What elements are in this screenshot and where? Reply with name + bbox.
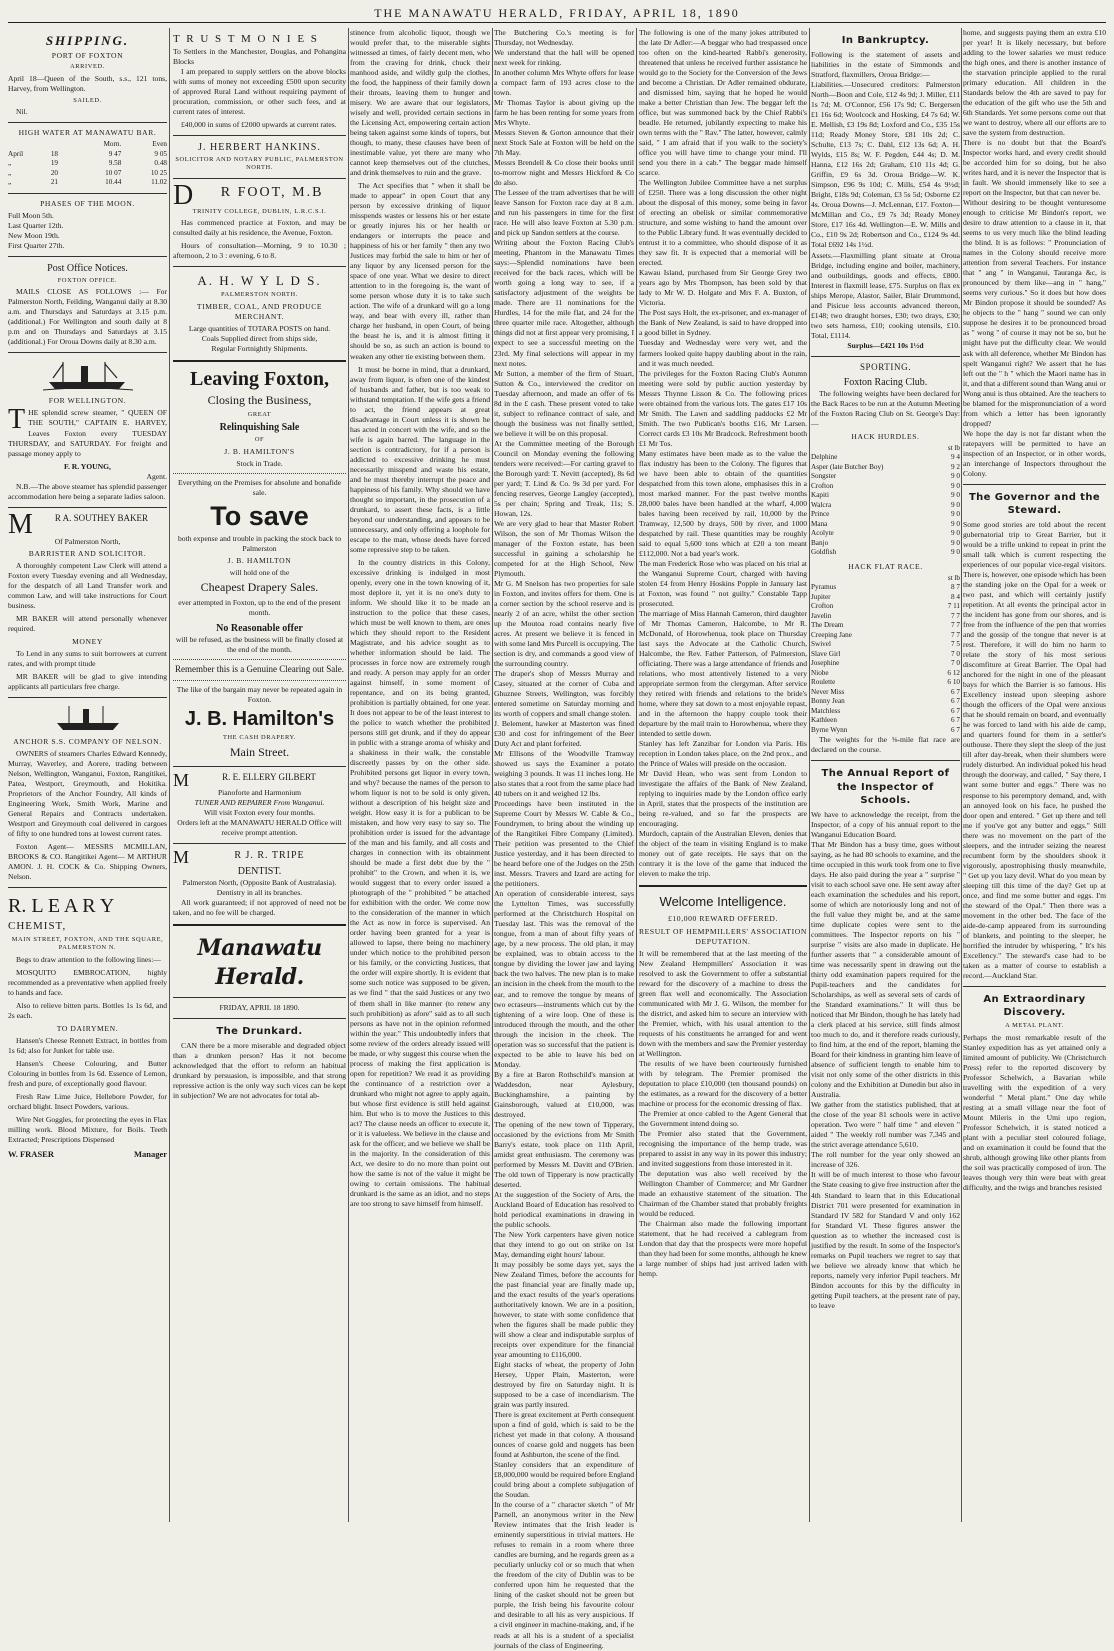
table-row: Roulette 6 10 [811,678,960,687]
table-row: Bonny Jean 6 7 [811,697,960,706]
paper-nameplate: Manawatu Herald. [197,934,322,990]
chemist-heading: R. L E A R Y [8,895,115,918]
moon-line: Full Moon 5th. [8,210,54,220]
flat-race-heading: HACK FLAT RACE. [848,561,923,571]
closing-business: Closing the Business, [207,392,312,407]
shipping-heading: SHIPPING. [45,33,130,48]
bankruptcy-heading: In Bankruptcy. [841,35,930,46]
column-divider [492,28,493,1522]
baker-sub: Of Palmerston North, [54,536,121,546]
wylds-heading: A. H. W Y L D S. [197,273,322,289]
wylds-role: TIMBER, COAL, AND PRODUCE MERCHANT. [196,301,323,321]
wylds-text: Large quantities of TOTARA POSTS on hand. [188,323,331,333]
like-bargain: The like of the bargain may never be repeated again in Foxton. [176,685,343,705]
column-7 [963,28,1106,1524]
hamilton-stock-name: J. B. HAMILTON'S [224,446,295,456]
money-text: To Lend in any sums to suit borrowers at current rates, and with prompt titude [8,648,167,668]
table-row: Mana 9 0 [811,519,960,528]
main-street: Main Street. [229,744,290,759]
arrived-label: ARRIVED. [70,63,105,71]
stock-in-trade: Stock in Trade. [236,458,283,468]
gilbert-sub: Pianoforte and Harmonium [217,787,302,797]
post-office-sub: FOXTON OFFICE. [57,276,118,284]
column-divider [348,28,349,1522]
moon-line: Last Quarter 12th. [8,220,64,230]
wylds-text-3: Regular Fortnightly Shipments. [211,343,308,353]
hurdles-table: st lb Delphine 9 4 Asper (late Butcher Boy) 9 2 Songster 9 0 Crofton 9 0 Kapiti 9 0 Walcra 9 0 Prince 9 0 Mana 9 0 Acolyte 9 0 Banjo 9 0 Goldfish 9 0 [811,443,960,557]
gilbert-heading: M R. E. ELLERY GILBERT [173,769,316,790]
deputation-heading: RESULT OF HEMPMILLERS' ASSOCIATION DEPUTATION. [639,926,807,946]
table-row: „ 21 10.44 11.02 [8,178,167,187]
top-rule [8,22,1106,23]
annual-report-heading: The Annual Report of the Inspector of Schools. [821,768,950,806]
table-row: Banjo 9 0 [811,538,960,547]
money-heading: MONEY [72,636,103,646]
gilbert-text: Will visit Foxton every four months. [203,807,316,817]
baker-heading: M R A. SOUTHEY BAKER [8,508,149,540]
governor-text: Some good stories are told about the recent gubernatorial trip to Great Barrier, but it would be a trifle unkind to repeat in print the small talk which is current respecting the experiences of our popular vice-regal visitors. There is, however, one episode which has been the standing joke on the Opal for a week or two past, and which will certainly justify repetition. At all events the principal actor in the incident has gone from our shores, and is free from the influence of the pen that worries and the gossip of the tongue that never is at rest. Therefore, it will do him no harm to relate the story of his most serious discomfiture at Great Barrier. The Opal had anchored for the night in one of the pleasant bays for which the Barrier is so famous. His Excellency instead upon sleeping ashore though the officers of the Opal were anxious that he should remain on board, and eventually he was forced to land with his aide de camp, and quarters found for them in a settler's outhouse. There they slept the sleep of the just till after day-break, when their slumbers were rudely disturbed. An individual poked his head through the doorway, and called, " Say there, I want some butter and eggs." There was no response to his peremptory demand, and, with an annoyed look on his face, he pushed the door open and entered. " Get up there and tell me if you've got any butter and eggs." Still there was no movement on the part of the sleepers, and the intruder seizing the nearest recumbent form by the shoulders shook it vigorously, apostrophising thusly meanwhile, " Get up you lazy devil. What do you mean by sleeping till this time of the day? Get up at once, and find me some butter and eggs. I'm the steward of the Opal." Then there was a movement in the other bed. The face of the aide-de-camp appeared from its surrounding of blankets, and pointing to the sleeper, he horrified the intruder by whispering, " It's his Excellency." The steward's case had to be taken as a matter of course to establish a record.—Auckland Star. [963,520,1106,980]
chemist-text: Also to relieve bitten parts. Bottles 1s 1s 6d, and 2s each. [8,1000,167,1020]
deputation-text: It will be remembered that at the last meeting of the New Zealand Hempmillers' Association it was resolved to ask the Government to offer a substantial reward for the discovery of a machine to dress the green flax well and economically. The Association communicated with Mr J. G. Wilson, the member for the district, and asked him to secure an interview with the Premier, which, with his usual attention to the requests of his constituents he arranged for and went down with the members and saw the Premier yesterday at Wellington. The results of we have been courteously furnished with by telegram. The Premier promised the deputation to place £10,000 (ten thousand pounds) on the estimates, as a reward for the discovery of a better machine or process for the economic dressing of flax. The Premier at once cabled to the Agent General that the Government intend doing so. The Premier also stated that the Government, recognising the importance of the hemp trade, was prepared to assist in any way in its power this industry; and invited suggestions from those interested in it. The deputation was also well received by the Wellington Chamber of Commerce; and Mr Gardner made an exhaustive statement of the situation. The Chairman of the Chamber stated that probably freights would be reduced. The Chairman also made the following important statement, that he had received a cablegram from London that day that the prospects were more hopeful than they had been for some months, although he knew a large number of ships had just arrived laden with hemp. [639,948,807,1279]
port-heading: PORT OF FOXTON [51,51,124,61]
sporting-heading: SPORTING. [859,361,912,372]
queen-text: THE splendid screw steamer, " QUEEN OF THE SOUTH," CAPTAIN E. HARVEY, Leaves Foxton every TUESDAY THURSDAY, and SATURDAY. For freight and passage money apply to [8,404,167,458]
moon-line: New Moon 19th. [8,230,60,240]
wylds-sub: PALMERSTON NORTH. [221,291,298,299]
table-row: Kathleen 6 7 [811,716,960,725]
hurdles-heading: HACK HURDLES. [851,431,920,441]
great-label: GREAT [247,410,272,418]
trust-monies-heading: T R U S T M O N I E S [173,33,319,45]
tripe-role: DENTIST. [237,865,282,877]
table-row: Creeping Jane 7 7 [811,630,960,639]
queen-agent-role: Agent. [146,471,167,481]
table-row: Goldfish 9 0 [811,548,960,557]
anchor-ship-icon [53,703,123,733]
extraordinary-heading: An Extraordinary Discovery. [983,993,1086,1018]
racing-club-heading: Foxton Racing Club. [843,376,928,388]
hankins-heading: J. HERBERT HANKINS. [198,141,321,153]
paper-date: FRIDAY, APRIL 18 1890. [219,1002,300,1012]
reward-heading: £10,000 REWARD OFFERED. [668,914,778,924]
chemist-text: MOSQUITO EMBROCATION, highly recommended as a preventative when applied freely to hands and face. [8,967,167,997]
queen-agent: F. R. YOUNG, [64,461,111,471]
chemist-text: Hansen's Cheese Rennett Extract, in bottles from 1s 6d; also for Junket for table use. [8,1035,167,1055]
drunkard-heading: The Drunkard. [216,1026,303,1037]
table-row: Slave Girl 7 0 [811,649,960,658]
remember-text: Remember this is a Genuine Clearing out Sale. [175,664,344,675]
table-row: Swivel 7 5 [811,640,960,649]
tripe-sub: Palmerston North, (Opposite Bank of Australasia). [182,877,337,887]
baker-text: A thoroughly competent Law Clerk will attend a Foxton every Tuesday evening and all Wednesday, for the despatch of all Land Transfer work and common Law, and will take instructions for Court business. [8,560,167,610]
steamer-illustration-icon [43,358,133,392]
chemist-dairymen: TO DAIRYMEN. [56,1023,119,1033]
column-3 [350,28,490,1524]
table-row: Pyramus 8 7 [811,583,960,592]
wylds-text-2: Coals Supplied direct from ships side, [201,333,318,343]
table-row: Byrne Wynn 6 7 [811,725,960,734]
column-divider [961,28,962,1522]
column-divider [169,28,170,1522]
foot-sub: TRINITY COLLEGE, DUBLIN, L.R.C.S.I. [192,207,327,215]
table-row: Walcra 9 0 [811,500,960,509]
chemist-text: Hansen's Cheese Colouring, and Butter Colouring in bottles from 1s 6d. Essence of Lemon, fresh and pure, of exceptionally good flavour. [8,1059,167,1089]
table-row: Crofton 7 11 [811,602,960,611]
jb-hamilton: J. B. HAMILTON [227,556,292,566]
table-row: Delphine 9 4 [811,453,960,462]
leaving-foxton-heading: Leaving Foxton, [190,367,329,390]
high-water-heading: HIGH WATER AT MANAWATU BAR. [18,128,157,138]
chemist-text: Fresh Raw Lime Juice, Hellebore Powder, for orchard blight. Insect Powders, various. [8,1092,167,1112]
queen-note: N.B.—The above steamer has splendid passenger accommodation here being a separate ladies saloon. [8,481,167,501]
hamiltons-big: J. B. Hamilton's [184,708,335,731]
anchor-text: OWNERS of steamers Charles Edward Kennedy, Murray, Waverley, and Aorere, trading between Nelson, Wellington, Wanganui, Foxton, Rangitikei, Patea, Westport, Greymouth, and Hokitika. Proprietors of the Anchor Foundry, All kinds of Engineering Work, Smith Work, Marine and General Repairs and Contracts undertaken. Westport and Greymouth coal delivered in cargoes of fifty to one hundred tons at lowest current rates. [8,748,167,838]
column-2 [173,28,346,1524]
table-row: Matchless 6 7 [811,706,960,715]
moon-heading: PHASES OF THE MOON. [40,198,135,208]
tripe-text-2: All work guaranteed; if not approved of need not be taken, and no fee will be charged. [173,897,346,917]
hankins-sub: SOLICITOR AND NOTARY PUBLIC, PALMERSTON NORTH. [175,155,344,172]
bankruptcy-text: Following is the statement of assets and liabilities in the estate of Simmonds and Stratford, flaxmillers, Oroua Bridge:— Liabilities.—Unsecured creditors: Palmerston North—Boon and Cole, £12 4s 9d; J. Miller, £11 1s 7d; M. O'Connor, £56 17s 9d; C. Bergersen £1 16s 6d; Woolcock and Hosking, £4 7s 6d; W. E. Mellish, £3 19s 8d; Loxford and Co., £35 15s 11d; Ready Money Store, £81 10s 2d; C. Schulte, £13 7s; C. Dahl, £12 13s 6d; A. H. Wylds, £15 8s; W. F. Pegden, £44 4s; D. M. Hanna, £12 16s 2d; Graham, £10 11s 4d; G. Griffin, £9 6s 3d. Oroua Bridge—W. K. Simpson, £96 9s 10d; C. Mills, £54 4s 9½d; Bright, £18s 9d; Coleman, £3 5s 5d; Osborne £2 4s. Oroua Downs—J. McLennan, £17. Foxton—McMillan and Co., £9 7s 3d; Ready Money Store, £17 16s 4d. Wellington—E. W. Mills and Co., £10 9s 2d; Robertson and Co., £124 9s 4d. Total £692 14s 1½d. Assets.—Flaxmilling plant situate at Oroua Bridge, including engine and boiler, machinery, and outbuildings, goods and effects, £800. Interest in flaxmill lease, £75. Surplus on flax ex ships Merope, Alastor, Sailer, Blair Drummond, and Pisicue less accounts advanced thereon, £148; two draught horses, £30; two drays, £30; two sets harness, £10; cooking utensils, £10. Total, £1114. [811,50,960,340]
column-4 [494,28,634,1650]
table-row: Josephine 7 0 [811,659,960,668]
cheapest-text: ever attempted in Foxton, up to the end of the present month. [178,598,341,618]
local-news-text: The Butchering Co.'s meeting is for Thursday, not Wednesday. We understand that the hall will be opened next week for rinking. In another column Mrs Whyte offers for lease a compact farm of 193 acres close to the town. Mr Thomas Taylor is about giving up the farm he has been renting for some years from Mrs Whyte. Messrs Steven & Gorton announce that their next Stock Sale at Foxton will be held on the 7th May. Messrs Brendell & Co close their books until to-morrow night and Messrs Hickford & Co do also. The Lessee of the tram advertises that he will leave Sanson for Foxton race day at 8 a.m. and run his passengers in time for the first race. He will also leave Foxton at 5.30 p.m. and pick up Sandon settlers at the course. Writing about the Foxton Racing Club's meeting, Phantom in the Manawatu Times says:—Splendid nominations have been received for the back races, which will be worth going a long way to see, if a satisfactory adjustment of the weights be made. There are 11 nominations for the Hurdles, 14 for the mile flat, and 24 for the three quarter mile race. Altogether, although things did not at first appear very promising, I expect to see a successful meeting on the 23rd. My final selections will appear in my next notes. Mr Sutton, a member of the firm of Stuart, Sutton & Co., interviewed the creditor on Tuesday afternoon, and made an offer of 6s 8d in the £ cash. These present voted to take it, subject to refinance contract of sale, and though the business was not finally settled, we believe it will be on this proposal. At the Committee meeting of the Borough Council on Monday evening the following tenders were received:—For carting gravel to the Borough yard: T. Nevitt (accepted), 8s 6d per yard; T. Lind & Co. 9s 3d per yard. For fencing reserves, George Langley (accepted), 5s per chain; Spring and Treak, 11s; S. Howan, 12s. We are very glad to hear that Master Robert Wilson, the son of Mr Thomas Wilson the manager of the Foxton estate, has been successful in gaining a scholarship he competed for at the High School, New Plymouth. Mr G. M Snelson has two properties for sale in Foxton, and invites offers for them. One is a corner section by the school reserve and is nearly 2 of an acre, whilst the other section up the Moutoa road contains nearly five acres. At present we believe it is fenced in with some land Mrs Purcell is occupying. The section is dry, and commands a good view of the surrounding country. The draper's shop of Messrs Murray and Casey, situated at the corner of Cuba and Ghuznee Streets, Wellington, was forcibly entered sometime on Saturday morning and its worth of coppers and small change stolen. J. Belement, hawker at Masterton was fined £30 and cost for infringement of the Beer Duty Act and plant forfeited. Mr Ellisons of the Woodville Tramway showed us says the Examiner a potato weighing 3 pounds. It was 11 inches long. He also states that a root from the same place had 40 tubers on it and weighed 12 lbs. Proceedings have been instituted in the Supreme Court by Messrs W. Cable & Co., Foundrymen, to bring about the winding up of the Rangitikei Fibre Company (Limited). Their petition was presented to the Chief Justice yesterday, and it has been directed to be heard before one of the Judges on the 25th inst. Messrs. Travers and Izard are acting for the petitioners. An operation of considerable interest, says the Lyttelton Times, was successfully performed at the Christchurch Hospital on Tuesday last. This was the removal of the tongue, from a man of about fifty years of age, by a new process. The old plan, it may be explained, was to obtain access to the tongue by dividing the lower jaw and laying back the two halves. The new plan is to make an incision in the cheek from the mouth to the ear, and to remove the tongue by means of two ecraseurs—instruments which cut by the tightening of a wire loop. One of these is introduced through the mouth, and the other through the incision in the cheek. The operation was so successful that the patient is expected to be able to leave his bed on Monday. By a fire at Baron Rothschild's mansion at Waddesdon, near Aylesbury, Buckinghamshire, a painting by Gainsborough, valued at £10,000, was destroyed. The opening of the new town of Tipperary, occasioned by the evictions from Mr Smith Barry's estate, took place on 11th April, amidst great enthusiasm. The ceremony was performed by Messrs M. Davitt and O'Brien. The old town of Tipperary is now practically deserted. At the suggestion of the Society of Arts, the Auckland Board of Education has resolved to hold periodical examinations in drawing in the public schools. The New York carpenters have given notice that they intend to go out on strike on 1st May, demanding eight hours' labour. It may possibly be some days yet, says the New Zealand Times, before the accounts for the past financial year are finally made up, and the exact results of the year's operations authoritatively known. We are in a position, however, to state with some confidence that when the figures shall be made public they will show a clear and indisputable surplus of receipts over expenditure for the financial year amounting to £116,000. Eight stacks of wheat, the property of John Hersey, Upper Plain, Masterton, were destroyed by fire on Saturday night. It is supposed to be a case of incendiarism. The grain was partly insured. There is great excitement at Perth consequent upon a find of gold, which is said to be the richest yet made in that colony. A thousand ounces of coarse gold and nuggets has been found at Ashburton, the scene of the find. Stanley considers that an expenditure of £8,000,000 would be required before England could bring about a complete subjugation of the Soudan. In the course of a " character sketch " of Mr Parnell, an anonymous writer in the New Review intimates that the Irish leader is eminently superstitious in trivial matters. He refuses to remain in a room where three candles are burning, and he regards green as a peculiarly unlucky col or so much that when the freedom of the city of Dublin was to be conferred upon him he requested that the lining of the casket should not be green but purple, the Irish being his favourite colour and desirable to all his as very auspicious. If a civil engineer in machine-making, and, if he reads at all his is a student of a specialist journals of the class of Engineering. [494,28,634,1650]
drunkard-text: CAN there be a more miserable and degraded object than a drunken person? Has it not become acknowledged that the effort to reform an habitual drunkard by persuasion, is impossible, and that strong repressive action is the only way such vices can be kept in subjection? We are not advocates for total ab- [173,1041,346,1101]
table-row: Niobe 6 12 [811,668,960,677]
annual-report-text: We have to acknowledge the receipt, from the Inspector, of a copy of his annual report to the Wanganui Education Board. That Mr Bindon has a busy time, goes without saying, as he had 80 schools to examine, and the time occupied in this work took from one to five days. He also paid during the year a " surprise " visit to each school save one. He sent away after each examination the schedules and his report, some of which are notoriously long and not of the full value they might be, and at the same time duplicate copies were sent to the committees. The Inspector reports on his " surprise " visits are also made in duplicate. He further asserts that " a considerable amount of time was necessarily spent in drawing out the thirty odd examination papers required for the Pupil-teachers and the candidates for Scholarships, as well as several sets of cards of the Standard examinations." It will thus be noticed that Mr Bindon, though he has lately had a clerk placed at his service, still finds almost too much to do, and it therefore reads curiously, to find him, at the end of the report, blaming the Board for their kindness in granting him leave of absence of sufficient length to enable him to visit not only some of the other districts in this colony and the Exhibition at Dunedin but also in Australia. We gather from the statistics published, that at the close of the year 81 schools were in active operation. Two were " half time " and eleven " aided " The weekly roll number was 7,345 and the strict average attendance 5,610. The roll number for the year only showed an increase of 326. It will be of much interest to those who favour the State ceasing to give free instruction after the 4th Standard to learn that in this Educational District 701 were presented for examination in Standard IV 582 for Standard V and only 162 for Standard VI. These figures answer the question as to whether the increased cost is justified by the result. In some of the Inspector's remarks on Pupil teachers we regret to say that we believe we already know that which he reports, namely very inferior Pupil teachers. Mr Bindon accounts for this by the difficulty in getting Pupil teachers, at the present rate of pay, to leave [811,809,960,1310]
cheapest-drapery: Cheapest Drapery Sales. [200,580,319,595]
no-reasonable-text: will be refused, as the business will be finally closed at the end of the month. [175,635,344,655]
for-wellington-heading: FOR WELLINGTON. [48,396,127,406]
table-row: Prince 9 0 [811,510,960,519]
anchor-heading: ANCHOR S.S. COMPANY OF NELSON. [13,736,162,746]
table-row: The Dream 7 7 [811,621,960,630]
post-office-heading: Post Office Notices. [47,262,128,274]
no-reasonable-offer: No Reasonable offer [216,623,303,635]
article-text: The Act specifies that " when it shall be made to appear" in open Court that any person by excessive drinking of liquor misspends wastes or lessens his or her estate or greatly injures his or her health or endangers or interrupts the peace and happiness of his or her family " then any two Justices may forbid the sale to him or her of any liquor by any licensed person for the space of one year. What we desire to direct attention to in the foregoing is, the want of some person whose duty it is to take such action. The wife of a drunkard will go a long way, and bear with every ill, rather than charge her husband, in open Court, of being the beast he is, and it is almost fitting it should be so, as such an action is bound to weaken any other tie existing between them. [350,181,490,361]
table-row: Crofton 9 0 [811,481,960,490]
metal-plant-sub: A METAL PLANT. [1005,1022,1064,1030]
chemist-text: Begs to draw attention to the following lines:— [16,954,161,964]
column-6 [811,28,960,1524]
foot-hours: Hours of consultation—Morning, 9 to 10.30 ; afternoon, 2 to 3 : evening, 6 to 8. [173,241,346,261]
table-row: Jupiter 8 4 [811,592,960,601]
table-row: Kapiti 9 0 [811,491,960,500]
article-text: stinence from alcoholic liquor, though we would prefer that, to the miserable sights witnessed at times, of fairly decent men, who from the craving for drink, chuck their manhood aside, and wildly gulp the clothes, the food, the happiness of their family down their throats, leaving them to hunger and misery. We are aware that our legislators, wisely and well, provided certain sections in the Licensing Act, empowering certain action being taken against some kinds of topers, but though, to many, these clauses have been of inestimable value, yet there are many who cannot keep themselves out of the clutches, and drink themselves to ruin and the grave. [350,28,490,178]
welcome-heading: Welcome Intelligence. [659,894,787,910]
flat-race-table: st lb Pyramus 8 7 Jupiter 8 4 Crofton 7 11 Javelin 7 7 The Dream 7 7 Creeping Jane 7 7 Swivel 7 5 Slave Girl 7 0 Josephine 7 0 Niobe 6 12 Roulette 6 10 Never Miss 6 7 Bonny Jean 6 7 Matchless 6 7 Kathleen 6 7 Byrne Wynn 6 7 [811,573,960,734]
relinquishing-sale: Relinquishing Sale [219,422,300,434]
table-row: Javelin 7 7 [811,611,960,620]
article-text: It must be borne in mind, that a drunkard, away from liquor, is often one of the kindest of husbands and father, but is too weak to withstand temptation. If the wife gets a friend to act, the friend appears at great disadvantage in Court unless it is shown he has acted in concert with the wife, and so the wife is again barred. The language in the section is contradictory, for if a person is addicted to excessive drinking he must necessarily misspend and waste his estate, and he must thereby interrupt the peace and happiness of his family. Why should we have thought so important, in the prosecution of a drunkard, to assert these facts, is a little beyond our understanding, and appears to be unnecessary, and only offering a loophole for escape to the man, whose deeds have forced some repressive step to be taken. [350,364,490,554]
to-save-text: both expense and trouble in packing the stock back to Palmerston [177,534,341,554]
table-row: April 18 9 47 9 05 [8,149,167,158]
racing-text: The following weights have been declared for the Back Races to be run at the Autumn Meeting of the Foxton Racing Club on St. George's Day:— [811,388,960,428]
of-label: OF [254,436,265,444]
masthead: THE MANAWATU HERALD, FRIDAY, APRIL 18, 1890 [374,6,740,20]
baker-role: BARRISTER AND SOLICITOR. [28,548,147,558]
money-text-2: MR BAKER will be glad to give intending applicants all particulars free charge. [8,671,167,691]
anchor-agents: Foxton Agent— MESSRS MCMILLAN, BROOKS & CO. Rangitikei Agent— M ARTHUR AMON. J. H. COCK & Co. Shipping Owners, Nelson. [8,841,167,882]
column-5 [639,28,807,1524]
chemist-address: MAIN STREET, FOXTON, AND THE SQUARE, PALMERSTON N. [11,935,164,952]
weights-note: The weights for the ⅝-mile flat race are declared on the course. [811,735,960,755]
table-row: Songster 9 0 [811,472,960,481]
chemist-manager: W. FRASER Manager [8,1149,167,1160]
will-hold: will hold one of the [229,568,290,578]
governor-heading: The Governor and the Steward. [968,491,1101,516]
chemist-sub: CHEMIST, [8,920,67,933]
surplus-line: Surplus—£421 10s 1½d [847,340,924,350]
arrived-text: April 18—Queen of the South, s.s., 121 tons, Harvey, from Wellington. [8,73,167,93]
cash-drapery: THE CASH DRAPERY. [222,734,297,742]
gilbert-text-2: Orders left at the MANAWATU HERALD Office will receive prompt attention. [177,817,342,837]
sailed-label: SAILED. [73,96,102,104]
table-row: Asper (late Butcher Boy) 9 2 [811,462,960,471]
column-1 [8,28,167,1524]
gilbert-role: TUNER AND REPAIRER From Wanganui. [194,797,325,807]
baker-text-2: MR BAKER will attend personally whenever required. [8,613,167,633]
article-text: In the country districts in this Colony, excessive drinking is indulged in most openly, every one in the town knowing of it, most deplore it, yet it is no one's duty to inform. We should like it to be made an instruction to the police that these cases, which must be well known to them, are ones which they should report to the Resident Magistrate, and his advice sought as to whether information should be laid. The processes in force now are extremely rough and ready. A person may apply for an order against himself, in some moment of repentance, and on its being granted, prohibition is partially obtained, for one year. It does not appear to be of the least interest to the police to watch whether the prohibited persons still get drunk, and if they do appear in public with a strange aroma of whisky and a shakiness in their walk, the constable discreetly passes by on the other side. Prohibited persons get liquor in every town, and why? because the names of the person to whom liquor is not to be sold is only given, without a description of his height size and weight. How easy it is for a publican to be mistaken, and how very easy to say so. The prohibition order is issued for the advantage of the man and his family, and all costs and charges in connection with its obtainment should be made a first debt due by the " prohibit" to the Crown, and when it is, we would suggest that to every order issued a photograph of the " prohibited " be attached for exhibition with the order. We come now to the consideration of the manner in which the Act as now in force is supervised. An order having been granted for a year is allowed to lapse, there being no machinery under which notice to the prohibited person or his family, or the convicting Justices, that the order will expire shortly. It is evident that some such notice was supposed to be given, as we find " that the said Justices or any two of them shall in like manner (to renew any such prohibition) as afore" said as to all such persons as have not in the opinion reformed within the year." This undoubtedly infers that some review of the orders already issued will be made, or why suggest this course when the process of making the first application is open for repetition? We read it as providing the continuance of a restriction over a drunkard who might not agree to apply again, but whose first evidence is still held against him. But who is to move the Justices to this act? The clause needs an officer to execute it, or it is valueless. We believe in the clause and ask for the officer, and we believe we shall be in the majority. In the consideration of this Act, we desire to do no more than point out how the same is not of the value it might be owing to certain omissions. The habitual drunkard is the same as an idiot, and no steps are too strong to save himself from himself. [350,557,490,1208]
everything-text: Everything on the Premises for absolute and bonafide sale. [177,477,341,497]
table-row: „ 19 9.58 0.48 [8,159,167,168]
table-row: Never Miss 6 7 [811,687,960,696]
post-office-text: MAILS CLOSE AS FOLLOWS :— For Palmerston North, Feilding, Wanganui daily at 8.30 a.m. and Thursdays and Saturdays at 3.15 p.m. (additional.) For Wellington and south daily at 8 p.m and on Thursdays and Saturdays at 3.15 (additional.) For Oroua Downs daily at 8.30 a.m. [8,287,167,347]
column-divider [809,28,810,1522]
moon-line: First Quarter 27th. [8,240,65,250]
extraordinary-text: Perhaps the most remarkable result of the Stanley expedition has as yet attained only a limited amount of publicity. We (Christchurch Press) refer to the reported discovery by Professor Schelwich, a Bavarian while travelling with the expedition of a very wonderful " Metal plant." One day while resting at a small village near the foot of Mount Mileris in the Umi upo region, Professor Schelwich, it is stated noticed a plant with a peculiar steel coloured foliage, and on examination it could be found that the shrub, although growing like other plants from the soil was practically composed of iron. The leaves though very thin were beat with great difficulty, and the twigs and branches resisted [963,1032,1106,1192]
chemist-text: Wire Net Goggles, for protecting the eyes in Flax milling work. Blood Mixture, for Boils. Teeth Extracted; Prescriptions Dispensed [8,1115,167,1145]
column-divider [636,28,637,1522]
to-save-heading: To save [210,500,309,531]
table-row: „ 20 10 07 10 25 [8,168,167,177]
report-continued-text: home, and suggests paying them an extra £10 per year! It is likely necessary, but before adding to the lower salaries we must reduce the high ones, and there is another instance of the starvation principle applied to the rural primary education. All children in the Standards below the 4th are saved to pay for the education of the gift who use the 5th and 6th Standards. Yet some persons come out that we want to destroy, where all our efforts are to save the system from destruction. There is no doubt but that the Board's Inspector works hard, and every credit should be accorded him for so doing, but he also writes hard, and it is never the Inspector that is in fault. We should immensely like to see a report on the Inspector, but that can never be. Without desiring to be thought venturesome enough to criticise Mr Bindon's report, we desire to draw attention to a clause in it, that seems to us very much like the blind leading the blind. It is as follows: " Pronunciation of names in the Colony should receive more attention from several Teachers. For instance that " ang " in Wanganui, Tauranga &c, is pronounced by them like—ang in " hang," seems very curious." So it does but how does Mr Bindon propose it should be sounded? As he objects to the " hang " sound we can only suppose he desires it to be pronounced broad as " wong " of course it may not be so, but he might have put the difficulty clear. We would ask with all deference, whether Mr Bindon has spelt Wanganui right? We assert that he has left out the " h " which the Maori name has in it, and that a different sound than Wang anui or Wong anui is thus obtained. Are the teachers to be blamed for the mispronunciation of a word from which a letter has been ignorantly dropped? We hope the day is not far distant when the ratepayers will be permitted to have an inspection of an Inspector, or in other words, an interchange of Inspectors throughout the Colony. [963,28,1107,478]
foot-text: Has commenced practice at Foxton, and may be consulted daily at his residence, the Avenue, Foxton. [173,218,346,238]
foot-heading: D R FOOT, M.B [173,179,324,211]
tripe-text: Dentistry in all its branches. [216,887,303,897]
trust-sub: To Settlers in the Manchester, Douglas, and Pohangina Blocks [173,46,346,66]
trust-text-2: £40,000 in sums of £2000 upwards at current rates. [181,119,337,129]
high-water-table: Morn. Even April 18 9 47 9 05 „ 19 9.58 0.48 „ 20 10 07 10 25 „ 21 10.44 11.02 [8,140,167,187]
news-text: The following is one of the many jokes attributed to the late Dr Adler:—A beggar who had trespassed once too often on the kind-hearted Rabbi's generosity, threatened that unless he received further assistance he would go to the Society for the Conversion of the Jews and become a Christian. Dr Adler remained obdurate, and dismissed him, saying that he hoped he would make a better Christian than Jew. The beggar left the office, but was summoned back by the Chief Rabbi's beadle. He returned, jubilantly expecting to make his own terms with the " Rav." The latter, however, calmly said, " I am afraid that if you walk to the society's office you will have time to change your mind. I'll send you there in a cab." The beggar made himself scarce. The Wellington Jubilee Committee have a net surplus of £250. There was a long discussion the other night about the disposal of this money, some being in favor of erecting an obelisk or similar commemorative structure, and some wishing to hand the amount over to the Public Library fund. It was eventually decided to entrust it to a committee, who should dispose of it as they saw fit. It is expected that a memorial will be erected. Kawau Island, purchased from Sir George Grey two years ago by Mrs Thompson, has been sold by that lady to Mr W. D. Holgate and Mrs F. A. Buxton, of Victoria. The Post says Holt, the ex-prisoner, and ex-manager of the Bank of New Zealand, is said to have dropped into a good billet in Sydney. Tuesday and Wednesday were very wet, and the farmers looked quite happy daubling about in the rain, and it was much needed. The privileges for the Foxton Racing Club's Autumn meeting were sold by public auction yesterday by Messrs Thynne Lisson & Co. The following prices were obtained from the various lots. The gates £17 10s Mr Smith. The Lawn and saddling paddocks £2 Mr Smith. The two Publican's booths £16, Mr Larsen. Correct cards £3 10s Mr Bradcock. Refreshment booth £1 Mr Tos. Many estimates have been made as to the value the flax industry has been to the Colony. The figures that we have been able to obtain of the quantities despatched from this town alone, emphasises this in a most marked manner. For the past twelve months 28,000 bales have been handled at the wharf, 4,000 bales having been received by rail, 10,000 by the Tramway, 12,500 by drays, 500 by river, and 1000 despatched by rail. These quantities may be roughly said to equal 5,600 tons which at £20 a ton meant £112,000. Not a bad year's work. The man Frederick Rose who was placed on his trial at the Wanganui Supreme Court, charged with having stolen £4 from Henry Hoskins Popple in January last at Foxton, was found " not guilty." Constable Tapp prosecuted. The marriage of Miss Hannah Cameron, third daughter of Mr Thomas Cameron, Halcombe, to Mr R. McDonald, of Horowhenua, took place on Thursday last says the Advocate at the Catholic Church, Halcombe, the Rev. Father Patterson, of Palmerston, officiating. There was a large attendance of friends and relations, who most attentively listened to a very appropriate sermon from the clergyman. After service they retired with friends and relations to the bride's home, where they sat down to a most enjoyable repast, and in the afternoon the happy couple took their departure by the mail train to Horowhenua, where they intended to settle down. Stanley has left Zanzibar for London via Paris. His reception in London takes place, on the 2nd prox., and the Prince of Wales will preside on the occasion. Mr David Hean, who was sent from London to investigate the affairs of the Bank of New Zealand, replying to inquiries made by the London office early in April, states that the prospects of the institution are being re-valued, and so far the prospects are encouraging. Murdoch, captain of the Australian Eleven, denies that the object of the team in visiting England is to make money out of gate receipts. He says that on the contrary it is the love of the game that induced the eleven to make the trip. [639,28,807,879]
tripe-heading: M R J. R. TRIPE [173,846,305,867]
trust-text: I am prepared to supply settlers on the above blocks with sums of money not exceeding £500 upon security of approved Rural Land without requiring payment of procuration, commission, or other such fees, and at current rates of interest. [173,66,346,116]
table-row: Acolyte 9 0 [811,529,960,538]
sailed-text: Nil. [16,107,28,117]
